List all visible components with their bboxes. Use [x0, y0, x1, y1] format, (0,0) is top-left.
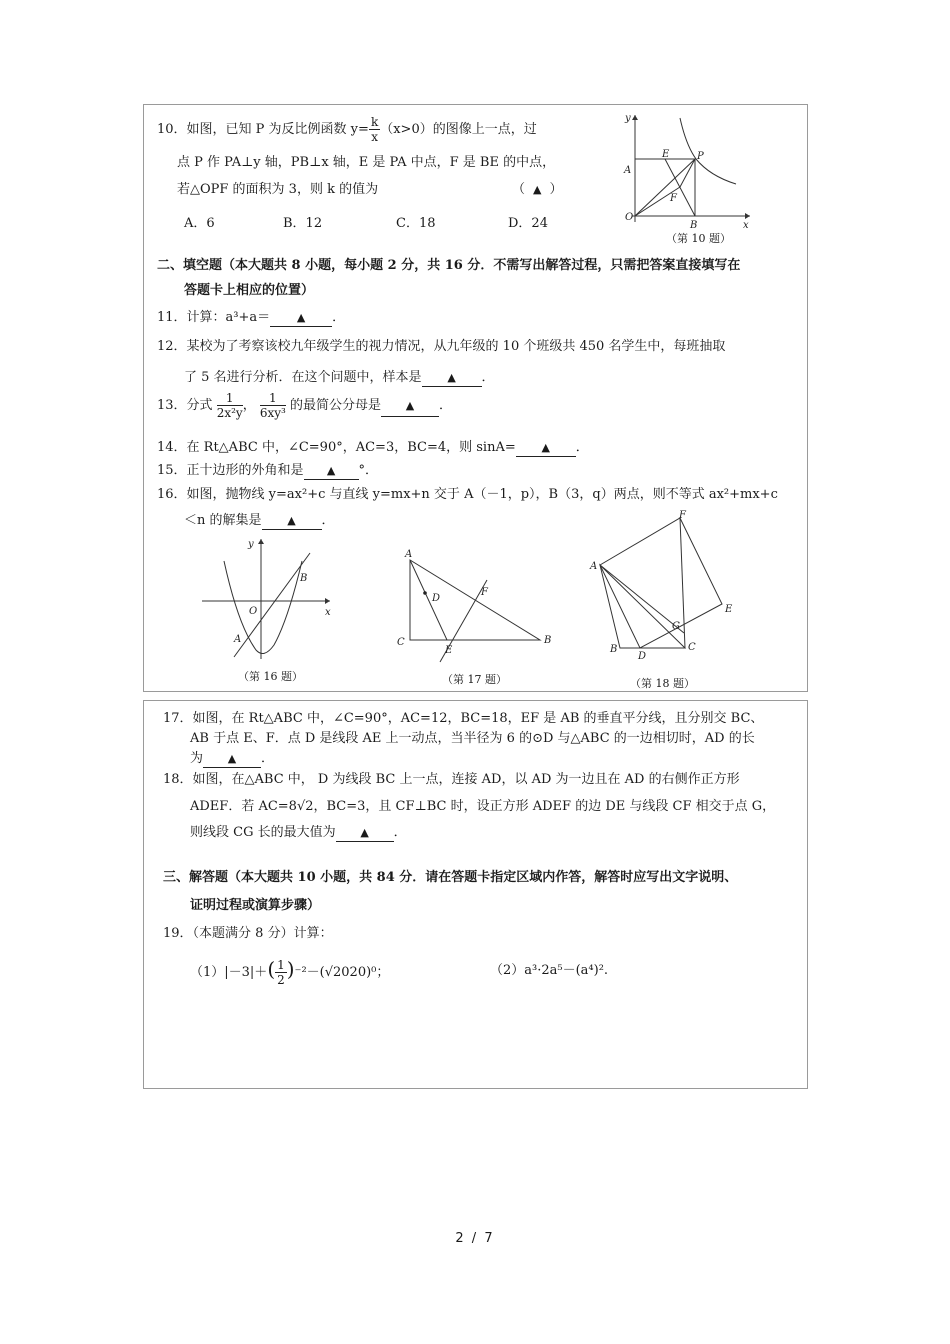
fig10-label-p: P: [697, 151, 704, 162]
fig16-label-o: O: [249, 606, 258, 617]
q18-line3: 则线段 CG 长的最大值为 ▲ ．: [190, 825, 407, 840]
q18-line1: 18．如图，在△ABC 中， D 为线段 BC 上一点，连接 AD，以 AD 为一边且在 AD 的右侧作正方形: [163, 772, 740, 787]
q19-heading: 19．（本题满分 8 分）计算：: [163, 926, 333, 941]
fig16-label-y: y: [248, 539, 254, 550]
fig17-label-c: C: [397, 637, 405, 648]
figure-q10: [620, 110, 755, 230]
fig18-label-c: C: [688, 642, 696, 653]
q10-answer-bracket: （ ▲ ）: [512, 182, 563, 197]
q12-line2: 了 5 名进行分析．在这个问题中，样本是 ▲ ．: [184, 370, 495, 385]
q13-fraction-1: $\frac{1}{\text{2x²y}}$: [216, 391, 243, 420]
fig18-label-d: D: [638, 651, 647, 662]
fig16-label-a: A: [234, 634, 242, 645]
fig17-label-e: E: [445, 645, 453, 656]
fig10-caption: （第 10 题）: [666, 232, 731, 245]
fig17-label-d: D: [432, 593, 441, 604]
q10-option-b: B．12: [283, 216, 323, 231]
section2-heading-line2: 答题卡上相应的位置）: [184, 283, 315, 298]
q16-line1: 16．如图，抛物线 y=ax²+c 与直线 y=mx+n 交于 A（－1，p），B（3，q）两点，则不等式 ax²+mx+c: [157, 487, 778, 502]
fig10-label-o: O: [625, 212, 634, 223]
section3-heading-line2: 证明过程或演算步骤）: [190, 898, 321, 913]
q14: 14．在 Rt△ABC 中，∠C=90°，AC=3，BC=4，则 sinA= ▲ ．: [157, 440, 589, 455]
fig16-caption: （第 16 题）: [238, 670, 303, 683]
q15: 15．正十边形的外角和是 ▲ °．: [157, 463, 379, 478]
q10-line3: 若△OPF 的面积为 3，则 k 的值为: [177, 182, 379, 197]
q10-option-c: C．18: [396, 216, 436, 231]
page-number: 2 / 7: [455, 1231, 495, 1246]
q10-fraction: $\frac{k}{x}$: [370, 115, 379, 144]
q11: 11．计算：a³+a＝ ▲ ．: [157, 310, 346, 325]
q17-line3: 为 ▲ ．: [190, 751, 275, 766]
q12-line1: 12．某校为了考察该校九年级学生的视力情况，从九年级的 10 个班级共 450 名学生中，每班抽取: [157, 339, 726, 354]
q10-line2: 点 P 作 PA⊥y 轴，PB⊥x 轴，E 是 PA 中点，F 是 BE 的中点，: [177, 155, 556, 170]
q17-line1: 17．如图，在 Rt△ABC 中，∠C=90°，AC=12，BC=18，EF 是 AB 的垂直平分线，且分别交 BC、: [163, 711, 764, 726]
q13-fraction-2: $\frac{1}{\text{6xy³}}$: [259, 391, 286, 420]
q19-part1: （1）|－3|＋( $\frac{1}{2}$ )⁻²－(√2020)⁰；: [190, 957, 390, 987]
figure-q18: [590, 510, 745, 662]
q19-part2: （2）a³·2a⁵－(a⁴)².: [490, 963, 609, 978]
section3-heading-line1: 三、解答题（本大题共 10 小题，共 84 分．请在答题卡指定区域内作答，解答时应写出文字说明、: [163, 870, 738, 885]
fig18-caption: （第 18 题）: [630, 677, 695, 690]
q18-line2: ADEF．若 AC=8√2，BC=3，且 CF⊥BC 时，设正方形 ADEF 的边 DE 与线段 CF 相交于点 G，: [190, 799, 776, 814]
q10-option-a: A．6: [184, 216, 215, 231]
fig18-label-a: A: [590, 561, 598, 572]
q16-line2: ＜n 的解集是 ▲ ．: [184, 513, 335, 528]
fig16-label-b: B: [300, 573, 308, 584]
fig10-label-a: A: [624, 165, 632, 176]
q17-line2: AB 于点 E、F．点 D 是线段 AE 上一动点，当半径为 6 的⊙D 与△ABC 的一边相切时，AD 的长: [190, 731, 755, 746]
figure-q16: [198, 535, 338, 665]
fig18-label-b: B: [610, 644, 618, 655]
q10-option-d: D．24: [508, 216, 548, 231]
fig10-label-y: y: [625, 113, 631, 124]
fig10-label-b: B: [690, 220, 698, 231]
fig16-label-x: x: [325, 607, 331, 618]
fig10-label-x: x: [743, 220, 749, 231]
fig18-label-e: E: [725, 604, 733, 615]
q10-line1: 10．如图，已知 P 为反比例函数 y= $\frac{k}{x}$ （x>0）的图像上一点，过: [157, 115, 537, 144]
figure-q17: [395, 545, 565, 665]
fig17-caption: （第 17 题）: [442, 673, 507, 686]
fig17-label-f: F: [481, 587, 488, 598]
section2-heading-line1: 二、填空题（本大题共 8 小题，每小题 2 分，共 16 分．不需写出解答过程，只需把答案直接填写在: [157, 258, 741, 273]
q19-fraction: $\frac{1}{2}$: [277, 958, 285, 987]
fig18-label-g: G: [672, 621, 680, 632]
q13: 13．分式 $\frac{1}{\text{2x²y}}$ ， $\frac{1}{\text{6xy³}}$ 的最简公分母是 ▲ ．: [157, 391, 453, 420]
fig10-label-f: F: [670, 193, 677, 204]
fig17-label-b: B: [544, 635, 552, 646]
fig18-label-f: F: [679, 510, 686, 521]
fig17-label-a: A: [405, 549, 413, 560]
fig10-label-e: E: [662, 149, 670, 160]
